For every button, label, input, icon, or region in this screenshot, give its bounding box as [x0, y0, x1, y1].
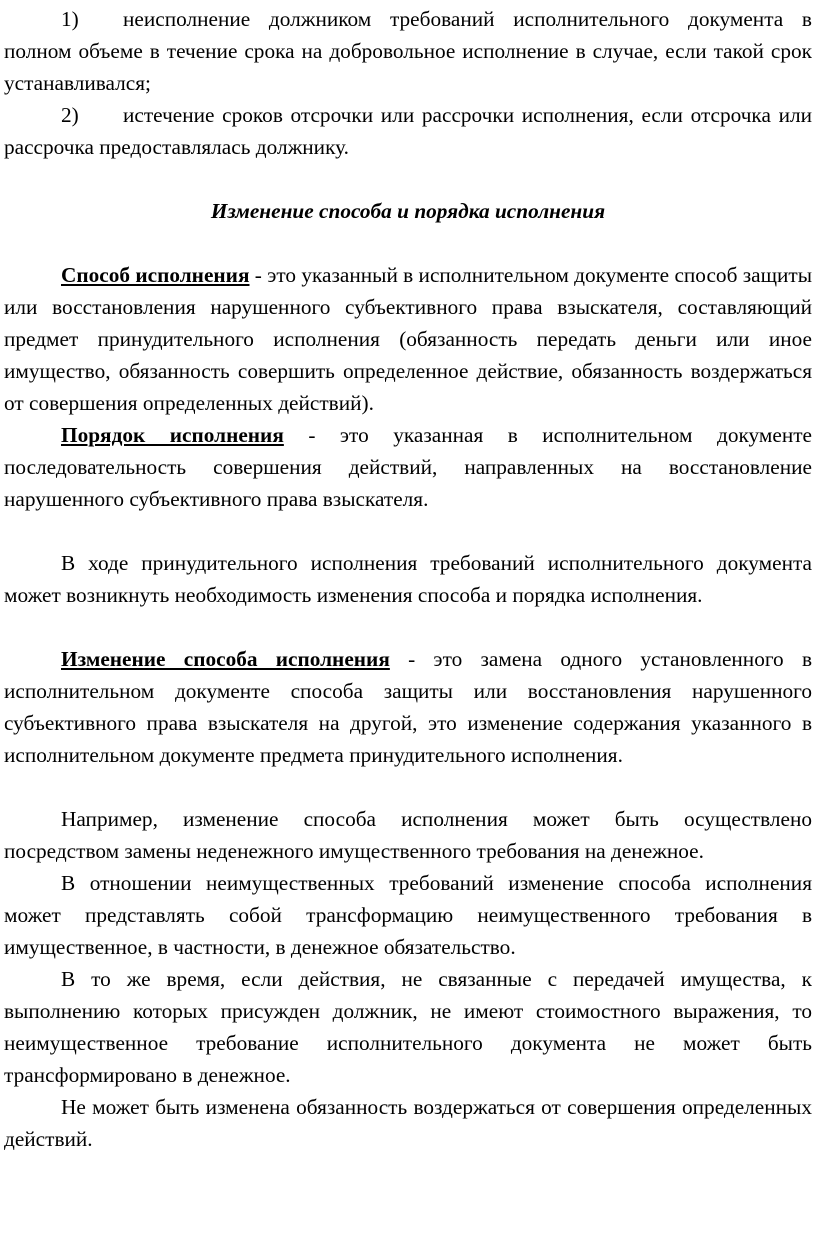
list-item-text: истечение сроков отсрочки или рассрочки исполнения, если отсрочка или рассрочка предоставлялась должнику. — [4, 103, 812, 159]
paragraph-example: Например, изменение способа исполнения может быть осуществлено посредством замены неденежного имущественного требования на денежное. — [4, 807, 812, 863]
paragraph-non-property: В отношении неимущественных требований изменение способа исполнения может представлять собой трансформацию неимущественного требования в имущественное, в частности, в денежное обязательство. — [4, 871, 812, 959]
list-item-number: 1) — [61, 7, 79, 31]
spacer — [4, 515, 812, 547]
list-item — [4, 99, 812, 163]
document-page — [0, 3, 816, 1246]
definition-text: - это указанный в исполнительном документе способ защиты или восстановления нарушенного субъективного права взыскателя, составляющий предмет принудительного исполнения (обязанность передать деньги или иное имущество, обязанность совершить определенное действие, обязанность воздержаться от совершения определенных действий). — [4, 263, 813, 415]
spacer — [4, 611, 812, 643]
definition-text: - это указанная в исполнительном документе последовательность совершения действий, направленных на восстановление нарушенного субъективного права взыскателя. — [4, 423, 812, 511]
definition-change — [4, 643, 812, 771]
paragraph-need: В ходе принудительного исполнения требований исполнительного документа может возникнуть необходимость изменения способа и порядка исполнения. — [4, 551, 812, 607]
definition-term: Порядок исполнения — [61, 423, 284, 447]
definition-term: Изменение способа исполнения — [61, 647, 390, 671]
spacer — [4, 163, 812, 195]
spacer — [4, 771, 812, 803]
definition-method — [4, 259, 812, 419]
spacer — [4, 227, 812, 259]
list-item-text: неисполнение должником требований исполнительного документа в полном объеме в течение срока на добровольное исполнение в случае, если такой срок устанавливался; — [4, 7, 812, 95]
list-item-number: 2) — [61, 103, 79, 127]
definition-text: - это замена одного установленного в исполнительном документе способа защиты или восстановления нарушенного субъективного права взыскателя на другой, это изменение содержания указанного в исполнительном документе предмета принудительного исполнения. — [4, 647, 813, 767]
definition-order — [4, 419, 812, 515]
list-item — [4, 3, 812, 99]
section-heading: Изменение способа и порядка исполнения — [210, 199, 606, 223]
paragraph-same-time: В то же время, если действия, не связанные с передачей имущества, к выполнению которых присужден должник, не имеют стоимостного выражения, то неимущественное требование исполнительного документа не может быть трансформировано в денежное. — [4, 967, 812, 1087]
definition-term: Способ исполнения — [61, 263, 250, 287]
paragraph-cannot: Не может быть изменена обязанность воздержаться от совершения определенных действий. — [4, 1095, 812, 1151]
